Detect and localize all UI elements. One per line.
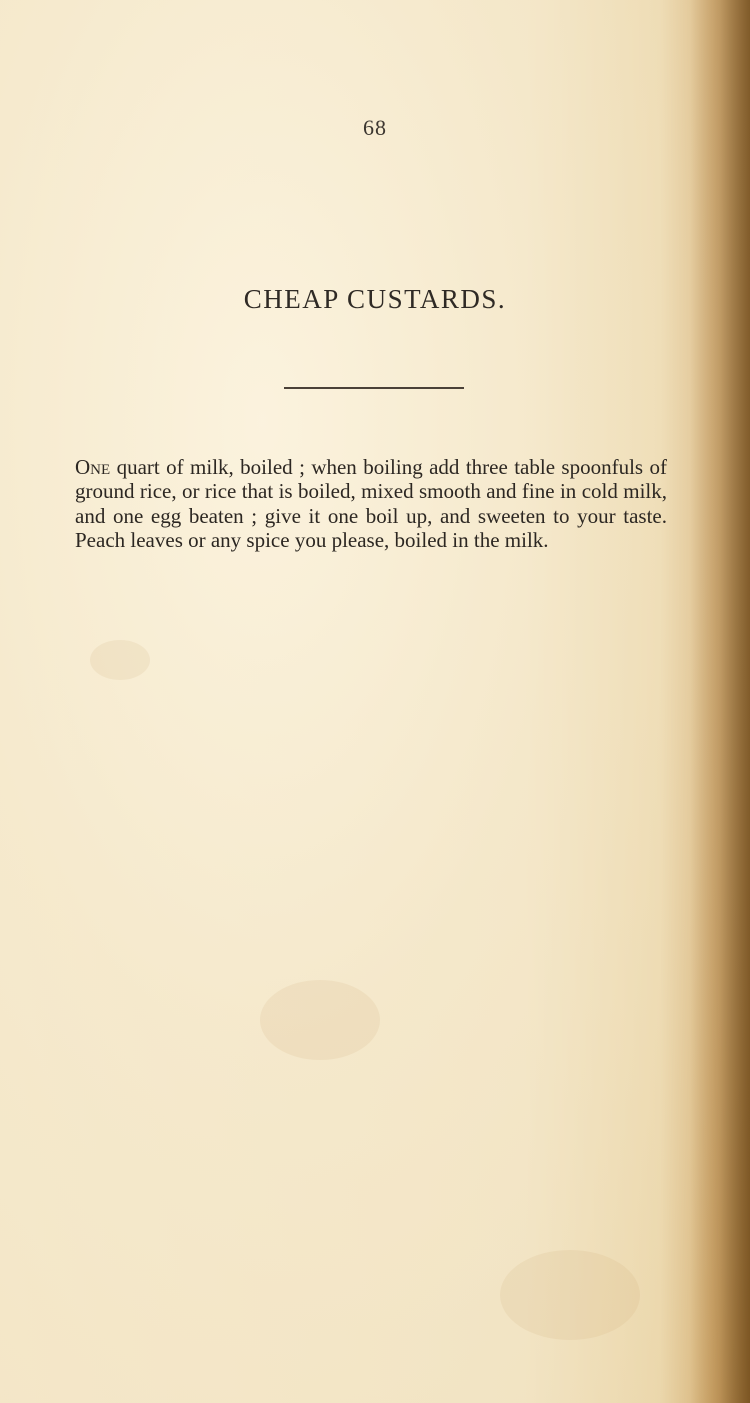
paper-stain bbox=[500, 1250, 640, 1340]
lead-word: One bbox=[75, 455, 111, 479]
recipe-title: CHEAP CUSTARDS. bbox=[243, 284, 507, 314]
title-divider bbox=[284, 387, 464, 389]
spine-shadow bbox=[690, 0, 750, 1403]
recipe-text bbox=[75, 455, 667, 552]
paper-stain bbox=[260, 980, 380, 1060]
recipe-body: quart of milk, boiled ; when boiling add three table spoonfuls of ground rice, or rice that is boiled, mixed smooth and fine in cold milk, and one egg beaten ; give it one boil up, and sweeten to your taste. Peach leaves or any spice you please, boiled in the milk. bbox=[75, 455, 667, 552]
paper-stain bbox=[90, 640, 150, 680]
page-number: 68 bbox=[363, 115, 387, 140]
